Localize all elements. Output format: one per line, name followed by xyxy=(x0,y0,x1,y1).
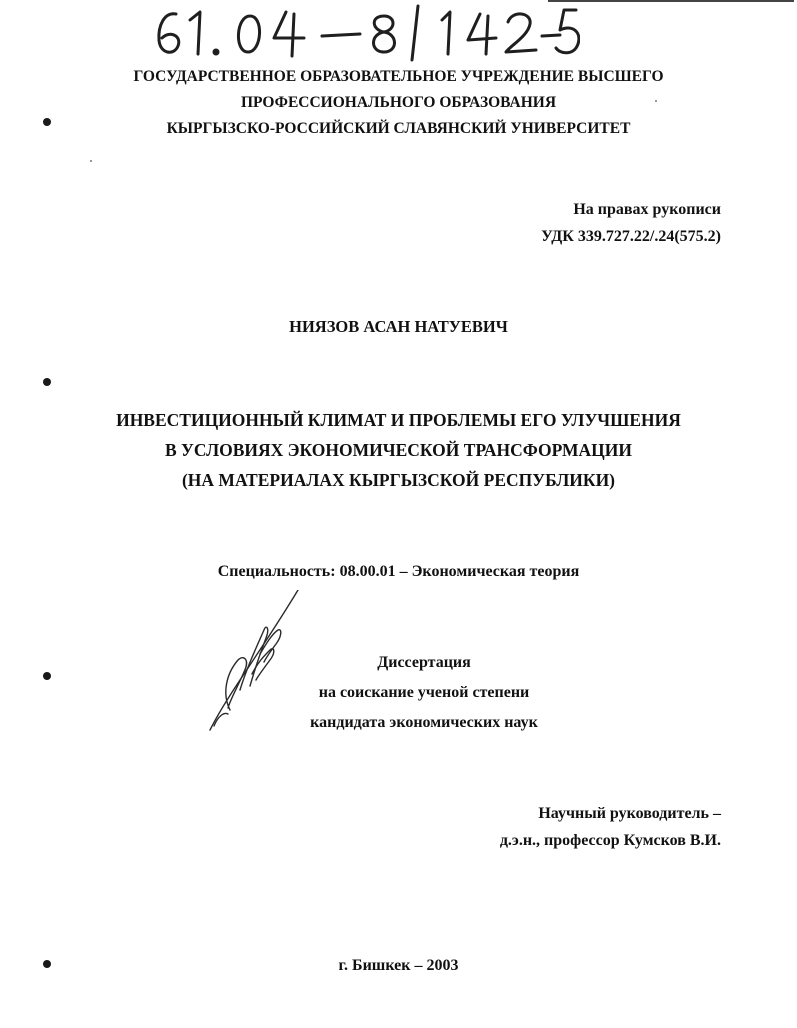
scan-speck xyxy=(655,100,657,102)
punch-hole-mark xyxy=(43,960,51,968)
supervisor-name: д.э.н., профессор Кумсков В.И. xyxy=(499,832,721,849)
punch-hole-mark xyxy=(43,378,51,386)
supervisor-block xyxy=(500,800,721,854)
institution-line-2: ПРОФЕССИОНАЛЬНОГО ОБРАЗОВАНИЯ xyxy=(240,94,557,111)
institution-line-1: ГОСУДАРСТВЕННОЕ ОБРАЗОВАТЕЛЬНОЕ УЧРЕЖДЕНИЕ ВЫСШЕГО xyxy=(133,68,664,85)
scan-speck xyxy=(90,160,92,162)
title-line-3: (НА МАТЕРИАЛАХ КЫРГЫЗСКОЙ РЕСПУБЛИКИ) xyxy=(181,470,616,490)
udk-code: УДК 339.727.22/.24(575.2) xyxy=(541,228,721,245)
dissertation-degree-block xyxy=(226,648,622,738)
institution-line-3: КЫРГЫЗСКО-РОССИЙСКИЙ СЛАВЯНСКИЙ УНИВЕРСИТЕТ xyxy=(166,120,631,137)
author-name: НИЯЗОВ АСАН НАТУЕВИЧ xyxy=(289,317,508,336)
manuscript-rights-label: На правах рукописи xyxy=(573,201,721,218)
title-line-1: ИНВЕСТИЦИОННЫЙ КЛИМАТ И ПРОБЛЕМЫ ЕГО УЛУЧШЕНИЯ xyxy=(116,410,681,430)
title-line-2: В УСЛОВИЯХ ЭКОНОМИЧЕСКОЙ ТРАНСФОРМАЦИИ xyxy=(165,440,632,460)
institution-header xyxy=(0,64,797,142)
specialty-line: Специальность: 08.00.01 – Экономическая теория xyxy=(217,563,580,580)
punch-hole-mark xyxy=(43,672,51,680)
supervisor-label: Научный руководитель – xyxy=(538,805,721,822)
handwritten-catalog-number xyxy=(140,2,580,62)
thesis-line-1: Диссертация xyxy=(377,654,471,671)
thesis-line-2: на соискание ученой степени xyxy=(318,684,530,701)
manuscript-rights-block xyxy=(541,196,721,250)
dissertation-title xyxy=(0,405,797,495)
thesis-line-3: кандидата экономических наук xyxy=(310,714,538,731)
scan-edge-line xyxy=(548,0,794,2)
punch-hole-mark xyxy=(43,118,51,126)
city-year: г. Бишкек – 2003 xyxy=(338,957,459,974)
